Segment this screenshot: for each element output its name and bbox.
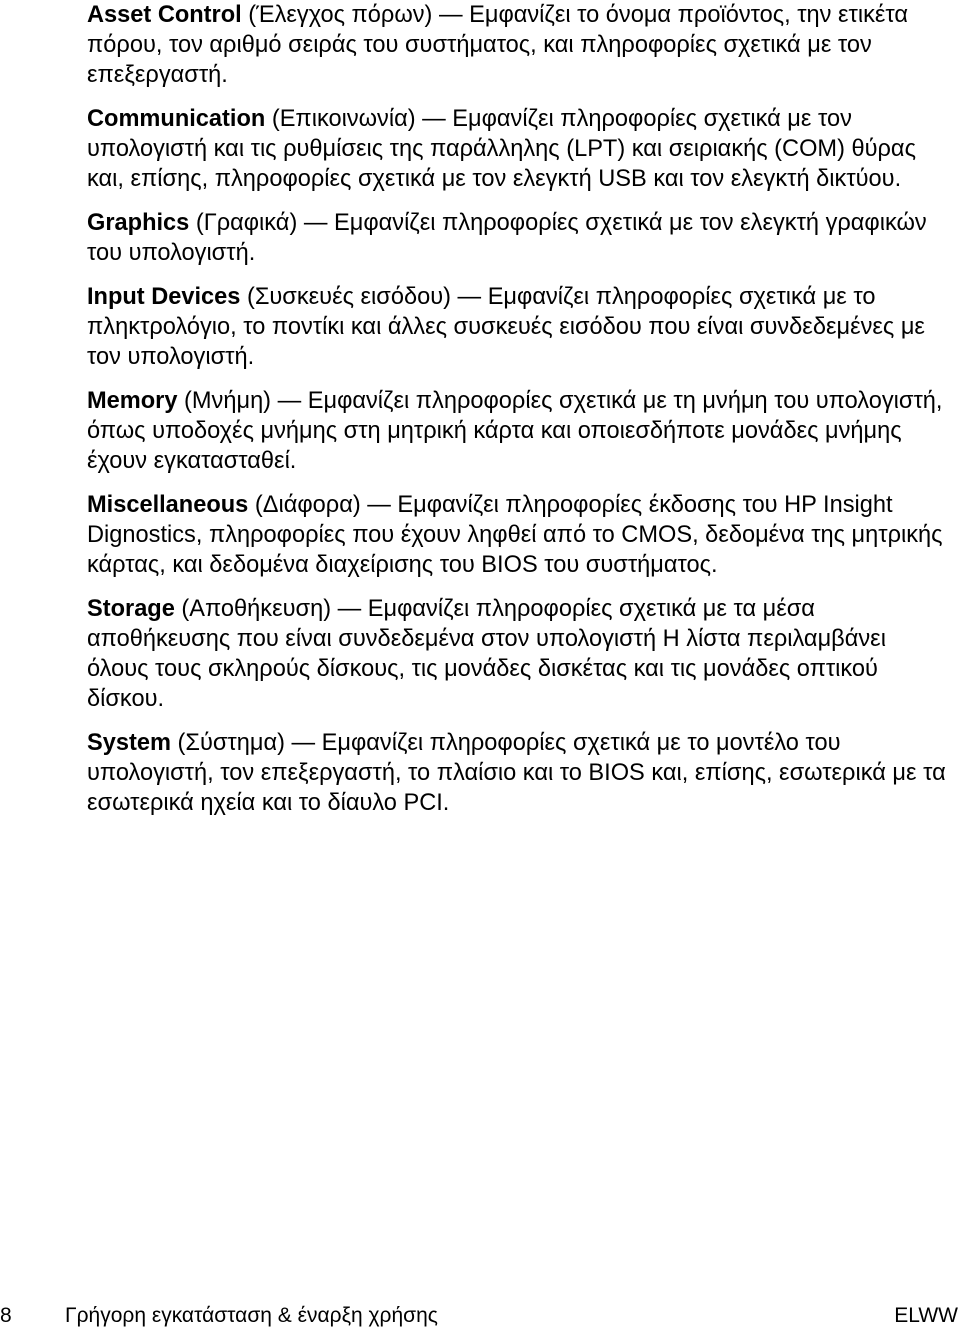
entry-description: (Γραφικά) — Εμφανίζει πληροφορίες σχετικά με τον ελεγκτή γραφικών του υπολογιστή. — [87, 210, 927, 266]
entry-term: Input Devices — [87, 284, 241, 310]
entry-graphics — [87, 208, 953, 268]
entry-description: (Μνήμη) — Εμφανίζει πληροφορίες σχετικά με τη μνήμη του υπολογιστή, όπως υποδοχές μνήμης στη μητρική κάρτα και οποιεσδήποτε μονάδες μνήμης έχουν εγκατασταθεί. — [87, 388, 943, 474]
page-number: 8 — [0, 1304, 12, 1327]
entry-input-devices — [87, 282, 953, 372]
entry-term: Graphics — [87, 210, 190, 236]
entry-term: Communication — [87, 106, 266, 132]
entry-term: Miscellaneous — [87, 492, 249, 518]
page-footer — [0, 1302, 960, 1330]
entry-description: (Σύστημα) — Εμφανίζει πληροφορίες σχετικά με το μοντέλο του υπολογιστή, τον επεξεργαστή, το πλαίσιο και το BIOS και, επίσης, εσωτερικά με τα εσωτερικά ηχεία και το δίαυλο PCI. — [87, 730, 946, 816]
entry-term: System — [87, 730, 171, 756]
entry-term: Memory — [87, 388, 178, 414]
entry-description: (Συσκευές εισόδου) — Εμφανίζει πληροφορίες σχετικά με το πληκτρολόγιο, το ποντίκι και άλλες συσκευές εισόδου που είναι συνδεδεμένες με τον υπολογιστή. — [87, 284, 925, 370]
entry-communication — [87, 104, 953, 194]
entry-storage — [87, 594, 953, 714]
entry-description: (Αποθήκευση) — Εμφανίζει πληροφορίες σχετικά με τα μέσα αποθήκευσης που είναι συνδεδεμένα στον υπολογιστή Η λίστα περιλαμβάνει όλους τους σκληρούς δίσκους, τις μονάδες δισκέτας και τις μονάδες οπτικού δίσκου. — [87, 596, 886, 712]
entry-system — [87, 728, 953, 818]
entry-description: (Επικοινωνία) — Εμφανίζει πληροφορίες σχετικά με τον υπολογιστή και τις ρυθμίσεις της παράλληλης (LPT) και σειριακής (COM) θύρας και, επίσης, πληροφορίες σχετικά με τον ελεγκτή USB και τον ελεγκτή δικτύου. — [87, 106, 916, 192]
footer-title: Γρήγορη εγκατάσταση & έναρξη χρήσης — [65, 1304, 438, 1327]
footer-code: ELWW — [894, 1304, 958, 1327]
entry-description: (Έλεγχος πόρων) — Εμφανίζει το όνομα προϊόντος, την ετικέτα πόρου, τον αριθμό σειράς του συστήματος, και πληροφορίες σχετικά με τον επεξεργαστή. — [87, 2, 909, 88]
entry-term: Storage — [87, 596, 175, 622]
entry-asset-control — [87, 0, 953, 90]
document-body — [87, 0, 953, 832]
entry-memory — [87, 386, 953, 476]
entry-description: (Διάφορα) — Εμφανίζει πληροφορίες έκδοσης του HP Insight Dignostics, πληροφορίες που έχουν ληφθεί από το CMOS, δεδομένα της μητρικής κάρτας, και δεδομένα διαχείρισης του BIOS του συστήματος. — [87, 492, 943, 578]
entry-term: Asset Control — [87, 2, 242, 28]
entry-miscellaneous — [87, 490, 953, 580]
